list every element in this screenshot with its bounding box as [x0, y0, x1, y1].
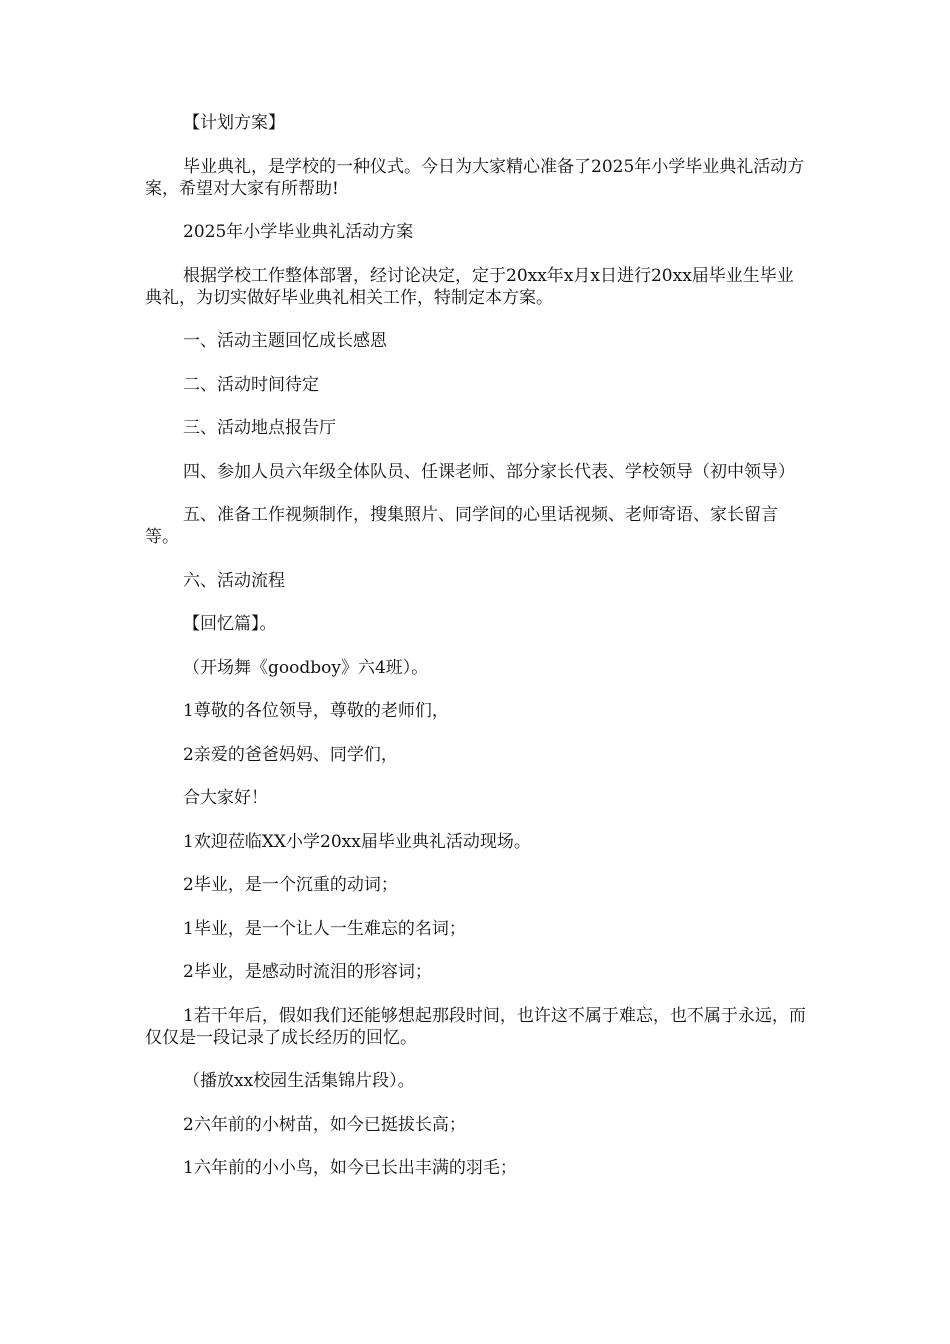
script-line: 1若干年后，假如我们还能够想起那段时间，也许这不属于难忘，也不属于永远，而仅仅是一段记录了成长经历的回忆。 [145, 1005, 806, 1048]
item-location: 三、活动地点报告厅 [183, 418, 336, 438]
item-time: 二、活动时间待定 [183, 374, 319, 395]
document-body [145, 112, 809, 1201]
script-line: （开场舞《goodboy》六4班）。 [183, 657, 429, 678]
intro-paragraph: 毕业典礼，是学校的一种仪式。今日为大家精心准备了2025年小学毕业典礼活动方案，希望对大家有所帮助! [145, 156, 805, 199]
script-line: 2亲爱的爸爸妈妈、同学们， [183, 744, 398, 765]
script-line: 2六年前的小树苗，如今已挺拔长高； [183, 1114, 466, 1135]
script-line: 2毕业，是感动时流泪的形容词； [183, 962, 432, 982]
item-preparation: 五、准备工作视频制作，搜集照片、同学间的心里话视频、老师寄语、家长留言等。 [145, 505, 778, 547]
script-line: 合大家好！ [183, 788, 268, 808]
document-title: 2025年小学毕业典礼活动方案 [183, 222, 414, 242]
item-participants: 四、参加人员六年级全体队员、任课老师、部分家长代表、学校领导（初中领导） [183, 461, 795, 482]
script-line: 1欢迎莅临XX小学20xx届毕业典礼活动现场。 [183, 831, 531, 852]
item-theme: 一、活动主题回忆成长感恩 [183, 331, 387, 351]
section-heading: 【计划方案】 [183, 113, 285, 133]
script-line: 2毕业，是一个沉重的动词； [183, 875, 398, 895]
item-process: 六、活动流程 [183, 570, 285, 591]
script-line: （播放xx校园生活集锦片段）。 [183, 1071, 415, 1091]
script-line: 1六年前的小小鸟，如今已长出丰满的羽毛； [183, 1158, 517, 1178]
section-memory: 【回忆篇】。 [183, 614, 277, 634]
script-line: 1尊敬的各位领导，尊敬的老师们， [183, 701, 449, 721]
body-paragraph: 根据学校工作整体部署，经讨论决定，定于20xx年x月x日进行20xx届毕业生毕业典礼，为切实做好毕业典礼相关工作，特制定本方案。 [145, 265, 794, 308]
script-line: 1毕业，是一个让人一生难忘的名词； [183, 918, 466, 939]
